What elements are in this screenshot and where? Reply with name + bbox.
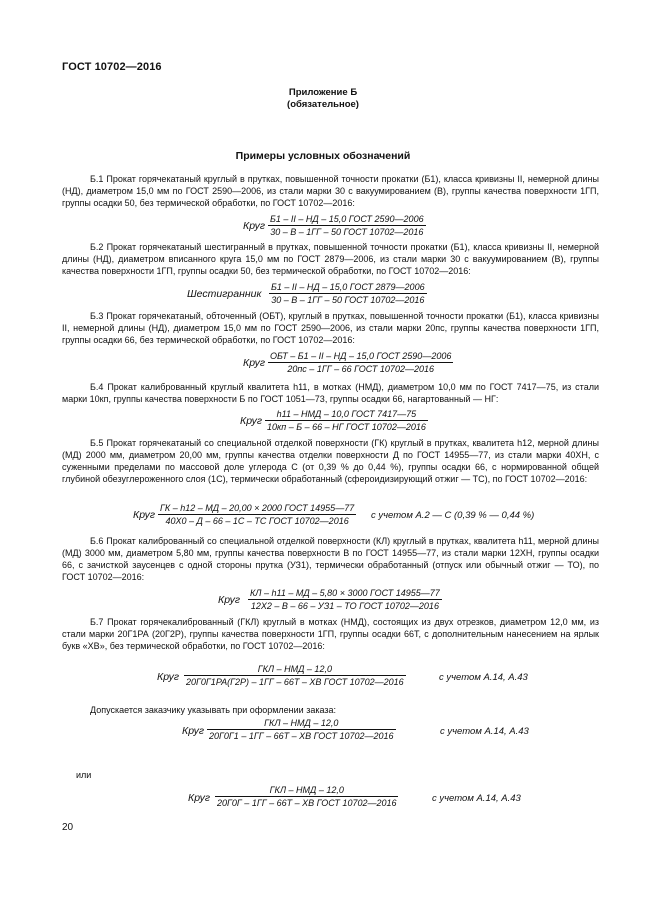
- formula-suffix: с учетом А.2 — С (0,39 % — 0,44 %): [371, 510, 535, 521]
- example-paragraph: Б.6 Прокат калиброванный со специальной отделкой поверхности (КЛ) круглый в прутках, квалитета h11, мерной длины (МД) 3000 мм, диаметром 5,80 мм, группы качества поверхности В по ГОСТ 14955—77, из стали марки 12ХН, группы осадки 66, с зачисткой заусенцев с одной стороны прутка (УЗ1), термически обработанный (отпуск или обычный отжиг — ТО), по ГОСТ 10702—2016:: [62, 536, 599, 582]
- formula-label: Круг: [133, 509, 156, 521]
- appendix-title: Приложение Б: [288, 87, 358, 98]
- or-word: или: [76, 770, 92, 780]
- document-header: ГОСТ 10702—2016: [62, 61, 162, 73]
- formula-suffix: с учетом А.14, А.43: [432, 793, 521, 804]
- fraction-denominator: 40Х0 – Д – 66 – 1С – ТС ГОСТ 10702—2016: [165, 516, 349, 526]
- formula-label: Круг: [182, 725, 205, 737]
- fraction: [215, 785, 398, 808]
- fraction: [269, 282, 427, 305]
- example-paragraph: Б.3 Прокат горячекатаный, обточенный (ОБТ), круглый в прутках, повышенной точности прокатки (Б1), класса кривизны II, немерной длины (НД), диаметром 15,0 мм по ГОСТ 2590—2006, из стали марки 20пс, группы качества поверхности 1ГП, группы осадки 66, без термической обработки, по ГОСТ 10702—2016:: [62, 311, 599, 345]
- fraction-denominator: 20Г0Г1РА(Г2Р) – 1ГГ – 66Т – ХВ ГОСТ 10702—2016: [186, 677, 404, 687]
- fraction-numerator: ГКЛ – НМД – 12,0: [184, 664, 406, 676]
- fraction-numerator: Б1 – II – НД – 15,0 ГОСТ 2590—2006: [270, 214, 424, 224]
- fraction-numerator: ГКЛ – НМД – 12,0: [207, 718, 396, 730]
- fraction-denominator: 30 – В – 1ГГ – 50 ГОСТ 10702—2016: [271, 295, 425, 305]
- fraction-numerator: ГК – h12 – МД – 20,00 × 2000 ГОСТ 14955—77: [160, 503, 355, 513]
- formula-suffix: с учетом А.14, А.43: [439, 672, 528, 683]
- formula-label: Круг: [218, 594, 241, 606]
- formula-label: Шестигранник: [187, 288, 262, 300]
- fraction-denominator: 20Г0Г – 1ГГ – 66Т – ХВ ГОСТ 10702—2016: [217, 798, 397, 808]
- fraction: [248, 588, 442, 611]
- example-paragraph: Б.4 Прокат калиброванный круглый квалитета h11, в мотках (НМД), диаметром 10,0 мм по ГОСТ 7417—75, из стали марки 10кп, группы качества поверхности Б по ГОСТ 1051—73, группы осадки 66, нагартованный — НГ:: [62, 382, 599, 404]
- fraction-numerator: Б1 – II – НД – 15,0 ГОСТ 2879—2006: [271, 282, 425, 292]
- fraction-denominator: 30 – В – 1ГГ – 50 ГОСТ 10702—2016: [270, 227, 424, 237]
- fraction: [268, 351, 453, 374]
- fraction: [158, 503, 356, 526]
- fraction-denominator: 20Г0Г1 – 1ГГ – 66Т – ХВ ГОСТ 10702—2016: [209, 731, 394, 741]
- fraction-numerator: КЛ – h11 – МД – 5,80 × 3000 ГОСТ 14955—77: [250, 588, 440, 598]
- section-title: Примеры условных обозначений: [235, 150, 411, 162]
- page-number: 20: [62, 822, 74, 833]
- formula-label: Круг: [243, 220, 266, 232]
- fraction: [265, 409, 428, 432]
- example-paragraph: Б.5 Прокат горячекатаный со специальной отделкой поверхности (ГК) круглый в прутках, квалитета h12, мерной длины (МД) 2000 мм, диаметром 20,00 мм, группы качества отделки поверхности Д по ГОСТ 14955—77, из стали марки 40ХН, с суженными пределами по массовой доле углерода С (от 0,39 % до 0,44 %), группы осадки 66, с нормированной общей глубиной обезуглероженного слоя (1С), термически обработанный (сфероидизирующий отжиг — ТС), по ГОСТ 10702—2016:: [62, 438, 599, 484]
- fraction: [207, 718, 396, 741]
- example-paragraph: Б.2 Прокат горячекатаный шестигранный в прутках, повышенной точности прокатки (Б1), класса кривизны II, немерной длины (НД), диаметром вписанного круга 15,0 мм по ГОСТ 2879—2006, из стали марки 30 с вакуумированием (В), группы качества поверхности 1ГП, группы осадки 50, без термической обработки, по ГОСТ 10702—2016:: [62, 242, 599, 276]
- example-paragraph: Б.7 Прокат горячекалиброванный (ГКЛ) круглый в мотках (НМД), состоящих из двух отрезков, диаметром 12,0 мм, из стали марки 20Г1РА (20Г2Р), группы качества поверхности 1ГП, группы осадки 66Т, с дополнительным нанесением на ярлык букв «ХВ», без термической обработки, по ГОСТ 10702—2016:: [62, 617, 599, 651]
- fraction: [268, 214, 426, 237]
- fraction-numerator: ГКЛ – НМД – 12,0: [215, 785, 398, 797]
- formula-suffix: с учетом А.14, А.43: [440, 726, 529, 737]
- note-paragraph: Допускается заказчику указывать при оформлении заказа:: [90, 705, 337, 715]
- formula-label: Круг: [157, 671, 180, 683]
- fraction-numerator: ОБТ – Б1 – II – НД – 15,0 ГОСТ 2590—2006: [270, 351, 452, 361]
- fraction-denominator: 20пс – 1ГГ – 66 ГОСТ 10702—2016: [287, 364, 434, 374]
- formula-label: Круг: [243, 357, 266, 369]
- formula-label: Круг: [188, 792, 211, 804]
- fraction-denominator: 12Х2 – В – 66 – УЗ1 – ТО ГОСТ 10702—2016: [250, 601, 439, 611]
- appendix-subtitle: (обязательное): [287, 99, 359, 110]
- fraction: [184, 664, 406, 687]
- fraction-denominator: 10кп – Б – 66 – НГ ГОСТ 10702—2016: [267, 422, 426, 432]
- fraction-numerator: h11 – НМД – 10,0 ГОСТ 7417—75: [265, 409, 428, 421]
- example-paragraph: Б.1 Прокат горячекатаный круглый в прутках, повышенной точности прокатки (Б1), класса кривизны II, немерной длины (НД), диаметром 15,0 мм по ГОСТ 2590—2006, из стали марки 30 с вакуумированием (В), группы качества поверхности 1ГП, группы осадки 50, без термической обработки, по ГОСТ 10702—2016:: [62, 174, 599, 208]
- formula-label: Круг: [240, 415, 263, 427]
